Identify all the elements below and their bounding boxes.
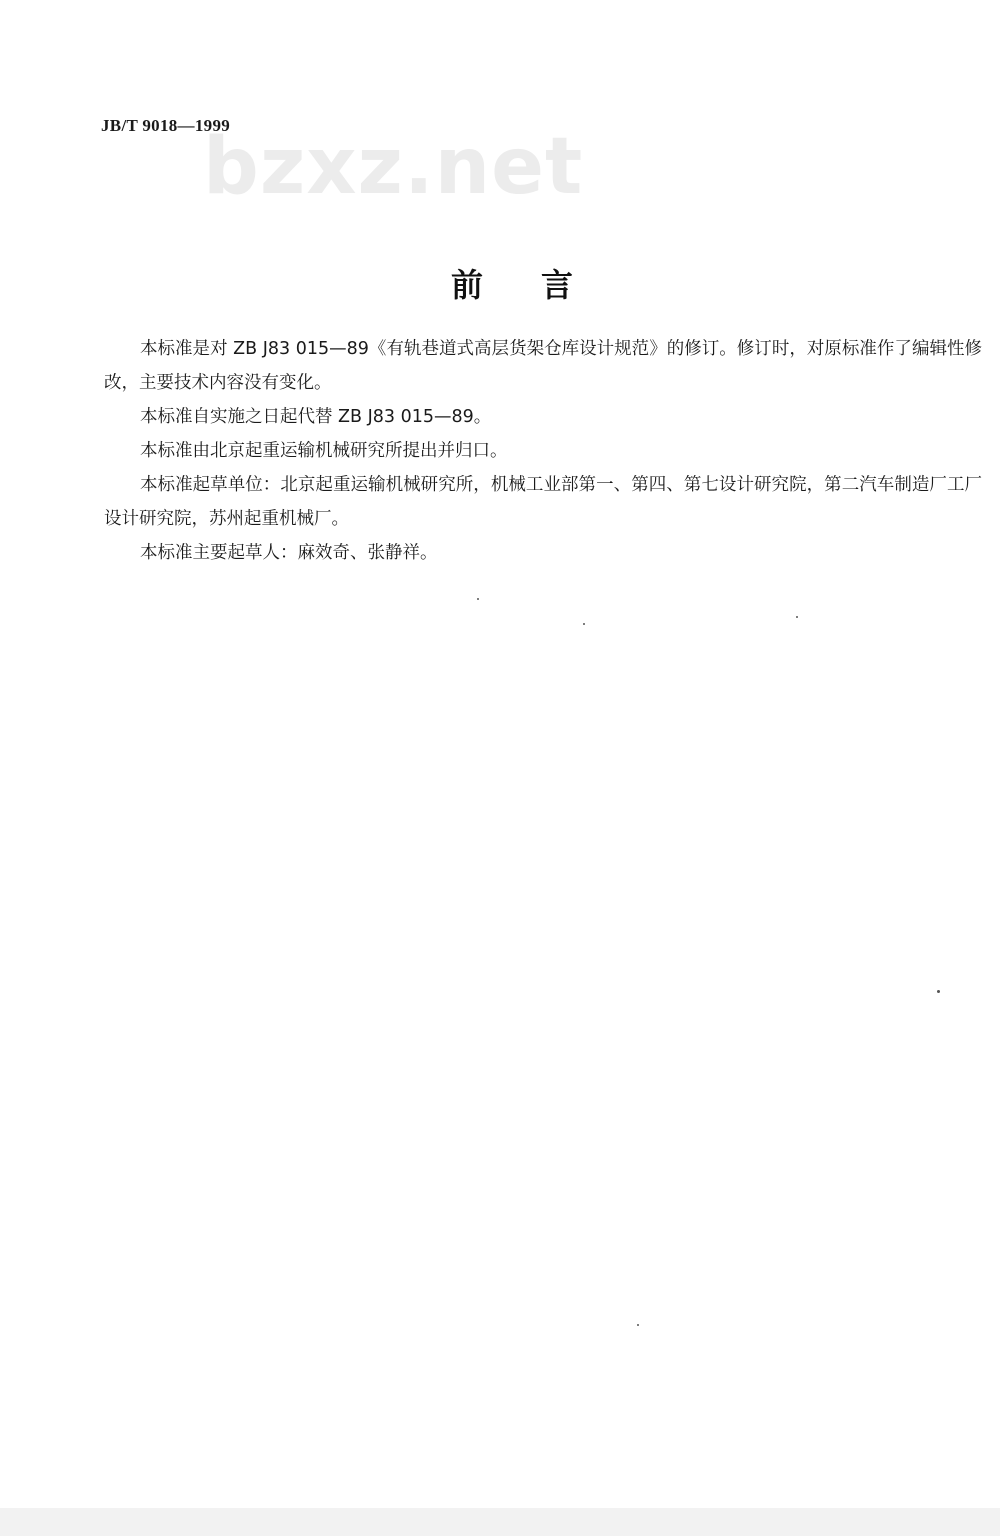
scan-speck [937,990,940,993]
scan-speck [796,616,798,618]
scan-speck [637,1324,639,1326]
foreword-body [104,332,982,570]
page-title: 前言 [450,266,631,304]
paragraph-drafting-units: 本标准起草单位：北京起重运输机械研究所，机械工业部第一、第四、第七设计研究院，第二汽车制造厂工厂设计研究院，苏州起重机械厂。 [104,475,982,529]
paragraph-revision: 本标准是对 ZB J83 015—89《有轨巷道式高层货架仓库设计规范》的修订。修订时，对原标准作了编辑性修改，主要技术内容没有变化。 [104,339,982,393]
page-bottom-band [0,1508,1000,1536]
paragraph-drafters: 本标准主要起草人：麻效奇、张静祥。 [140,543,438,563]
scan-speck [477,598,479,600]
paragraph-replacement: 本标准自实施之日起代替 ZB J83 015—89。 [140,407,492,427]
standard-code: JB/T 9018—1999 [101,116,231,135]
scan-speck [583,623,585,625]
watermark: bzxz.net [203,122,584,212]
paragraph-proposer: 本标准由北京起重运输机械研究所提出并归口。 [140,441,508,461]
